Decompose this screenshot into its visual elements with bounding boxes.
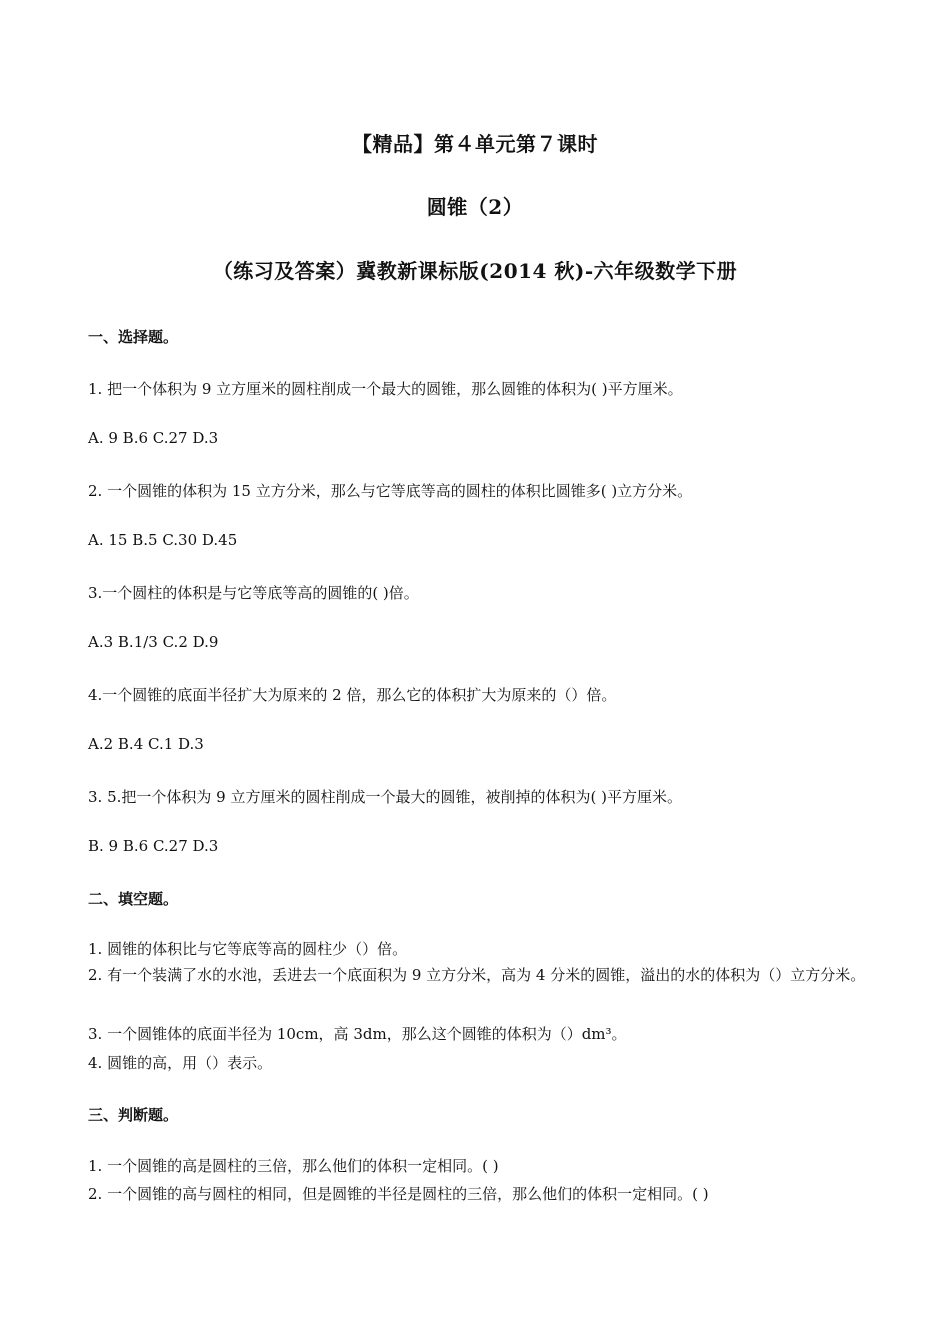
fill-question-2: 2. 有一个装满了水的水池，丢进去一个底面积为 9 立方分米，高为 4 分米的圆锥，溢出的水的体积为（）立方分米。 xyxy=(88,966,866,984)
section-heading-fill-blank: 二、填空题。 xyxy=(88,890,179,908)
document-edition-line: （练习及答案）冀教新课标版(2014 秋)-六年级数学下册 xyxy=(212,259,738,283)
choice-options-2: A. 15 B.5 C.30 D.45 xyxy=(88,531,238,549)
choice-question-5: 3. 5.把一个体积为 9 立方厘米的圆柱削成一个最大的圆锥，被削掉的体积为( )平方厘米。 xyxy=(88,788,682,806)
document-title: 【精品】第４单元第７课时 xyxy=(352,132,598,156)
choice-question-4: 4.一个圆锥的底面半径扩大为原来的 2 倍，那么它的体积扩大为原来的（）倍。 xyxy=(88,686,617,704)
document-subtitle: 圆锥（2） xyxy=(426,195,524,219)
fill-question-3: 3. 一个圆锥体的底面半径为 10cm，高 3dm，那么这个圆锥的体积为（）dm³。 xyxy=(88,1025,627,1043)
section-heading-true-false: 三、判断题。 xyxy=(88,1106,179,1124)
fill-question-4: 4. 圆锥的高，用（）表示。 xyxy=(88,1054,273,1072)
choice-question-2: 2. 一个圆锥的体积为 15 立方分米，那么与它等底等高的圆柱的体积比圆锥多( )立方分米。 xyxy=(88,482,693,500)
choice-question-1: 1. 把一个体积为 9 立方厘米的圆柱削成一个最大的圆锥，那么圆锥的体积为( )平方厘米。 xyxy=(88,380,683,398)
choice-options-3: A.3 B.1/3 C.2 D.9 xyxy=(88,633,219,651)
judge-question-2: 2. 一个圆锥的高与圆柱的相同，但是圆锥的半径是圆柱的三倍，那么他们的体积一定相同。( ) xyxy=(88,1185,709,1203)
choice-question-3: 3.一个圆柱的体积是与它等底等高的圆锥的( )倍。 xyxy=(88,584,419,602)
fill-question-1: 1. 圆锥的体积比与它等底等高的圆柱少（）倍。 xyxy=(88,940,408,958)
section-heading-choice: 一、选择题。 xyxy=(88,328,179,346)
choice-options-5: B. 9 B.6 C.27 D.3 xyxy=(88,837,219,855)
choice-options-4: A.2 B.4 C.1 D.3 xyxy=(88,735,204,753)
choice-options-1: A. 9 B.6 C.27 D.3 xyxy=(88,429,219,447)
judge-question-1: 1. 一个圆锥的高是圆柱的三倍，那么他们的体积一定相同。( ) xyxy=(88,1157,499,1175)
